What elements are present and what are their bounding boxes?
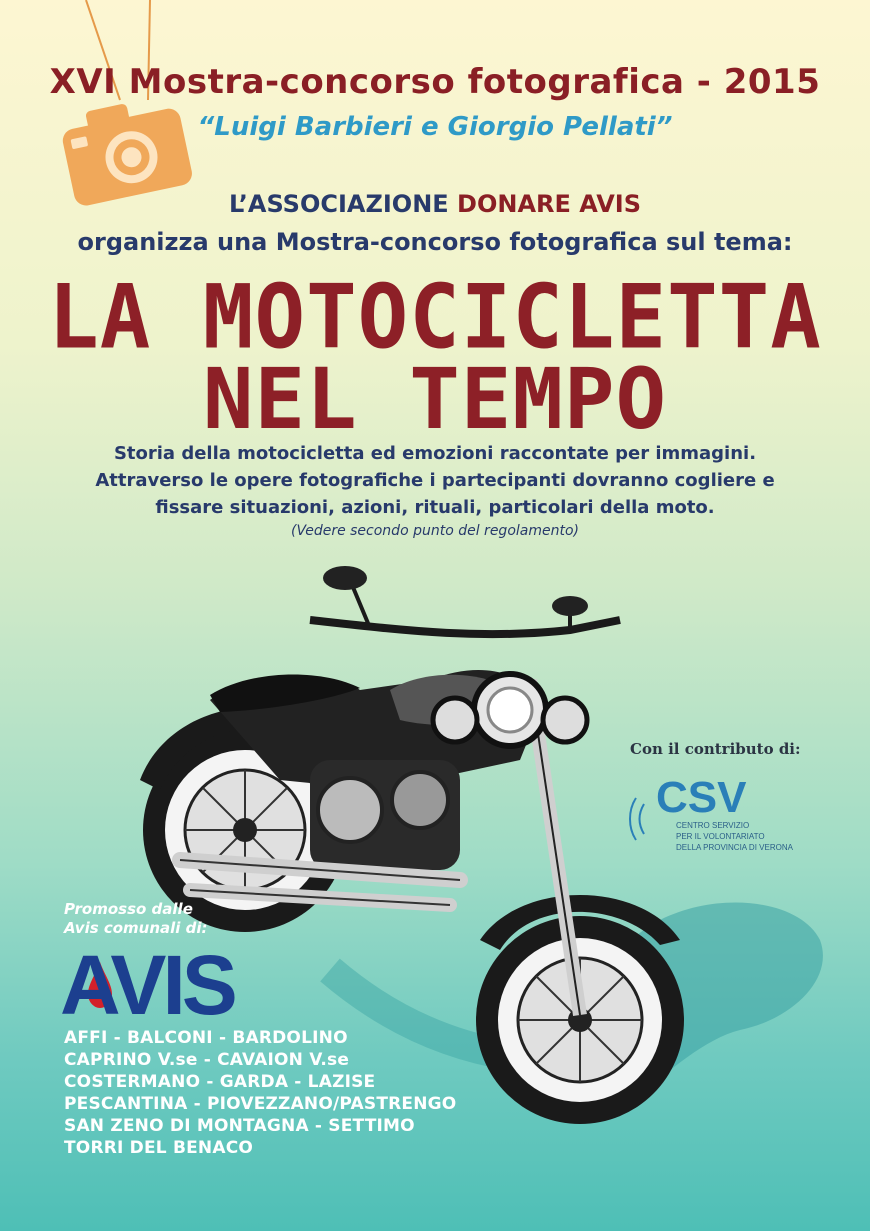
camera-icon (58, 0, 198, 215)
csv-logo-line1: CENTRO SERVIZIO (676, 821, 750, 830)
town-line: AFFI - BALCONI - BARDOLINO (64, 1028, 348, 1048)
promoter-label-line2: Avis comunali di: (64, 919, 208, 937)
avis-logo-text: AVIS (60, 940, 234, 1020)
poster-title: XVI Mostra-concorso fotografica - 2015 (49, 62, 821, 102)
description (0, 440, 870, 521)
association-name: DONARE AVIS (457, 190, 641, 218)
poster-subtitle: “Luigi Barbieri e Giorgio Pellati” (197, 112, 673, 142)
csv-logo-text: CSV (656, 773, 747, 822)
rules-note: (Vedere secondo punto del regolamento) (290, 523, 579, 539)
sponsor-label: Con il contributo di: (630, 740, 801, 758)
town-line: TORRI DEL BENACO (64, 1138, 254, 1158)
csv-logo-line2: PER IL VOLONTARIATO (676, 832, 765, 841)
description-line: Storia della motocicletta ed emozioni raccontate per immagini. (113, 443, 757, 464)
town-line: COSTERMANO - GARDA - LAZISE (64, 1072, 376, 1092)
csv-logo (628, 770, 818, 860)
organize-line: organizza una Mostra-concorso fotografica sul tema: (77, 228, 793, 256)
theme-title-line2: NEL TEMPO (202, 350, 668, 448)
town-line: CAPRINO V.se - CAVAION V.se (64, 1050, 350, 1070)
csv-logo-line3: DELLA PROVINCIA DI VERONA (676, 843, 793, 852)
description-line: fissare situazioni, azioni, rituali, particolari della moto. (155, 497, 715, 518)
avis-logo (60, 940, 320, 1020)
association-prefix: L’ASSOCIAZIONE (229, 190, 458, 218)
town-line: PESCANTINA - PIOVEZZANO/PASTRENGO (64, 1094, 457, 1114)
description-line: Attraverso le opere fotografiche i partecipanti dovranno cogliere e (95, 470, 775, 491)
promoter-label-line1: Promosso dalle (64, 900, 193, 918)
promoter-label (64, 900, 208, 938)
towns-list (64, 1027, 456, 1159)
association-line (0, 190, 870, 218)
theme-title-line1: LA MOTOCICLETTA (48, 265, 822, 369)
town-line: SAN ZENO DI MONTAGNA - SETTIMO (64, 1116, 415, 1136)
